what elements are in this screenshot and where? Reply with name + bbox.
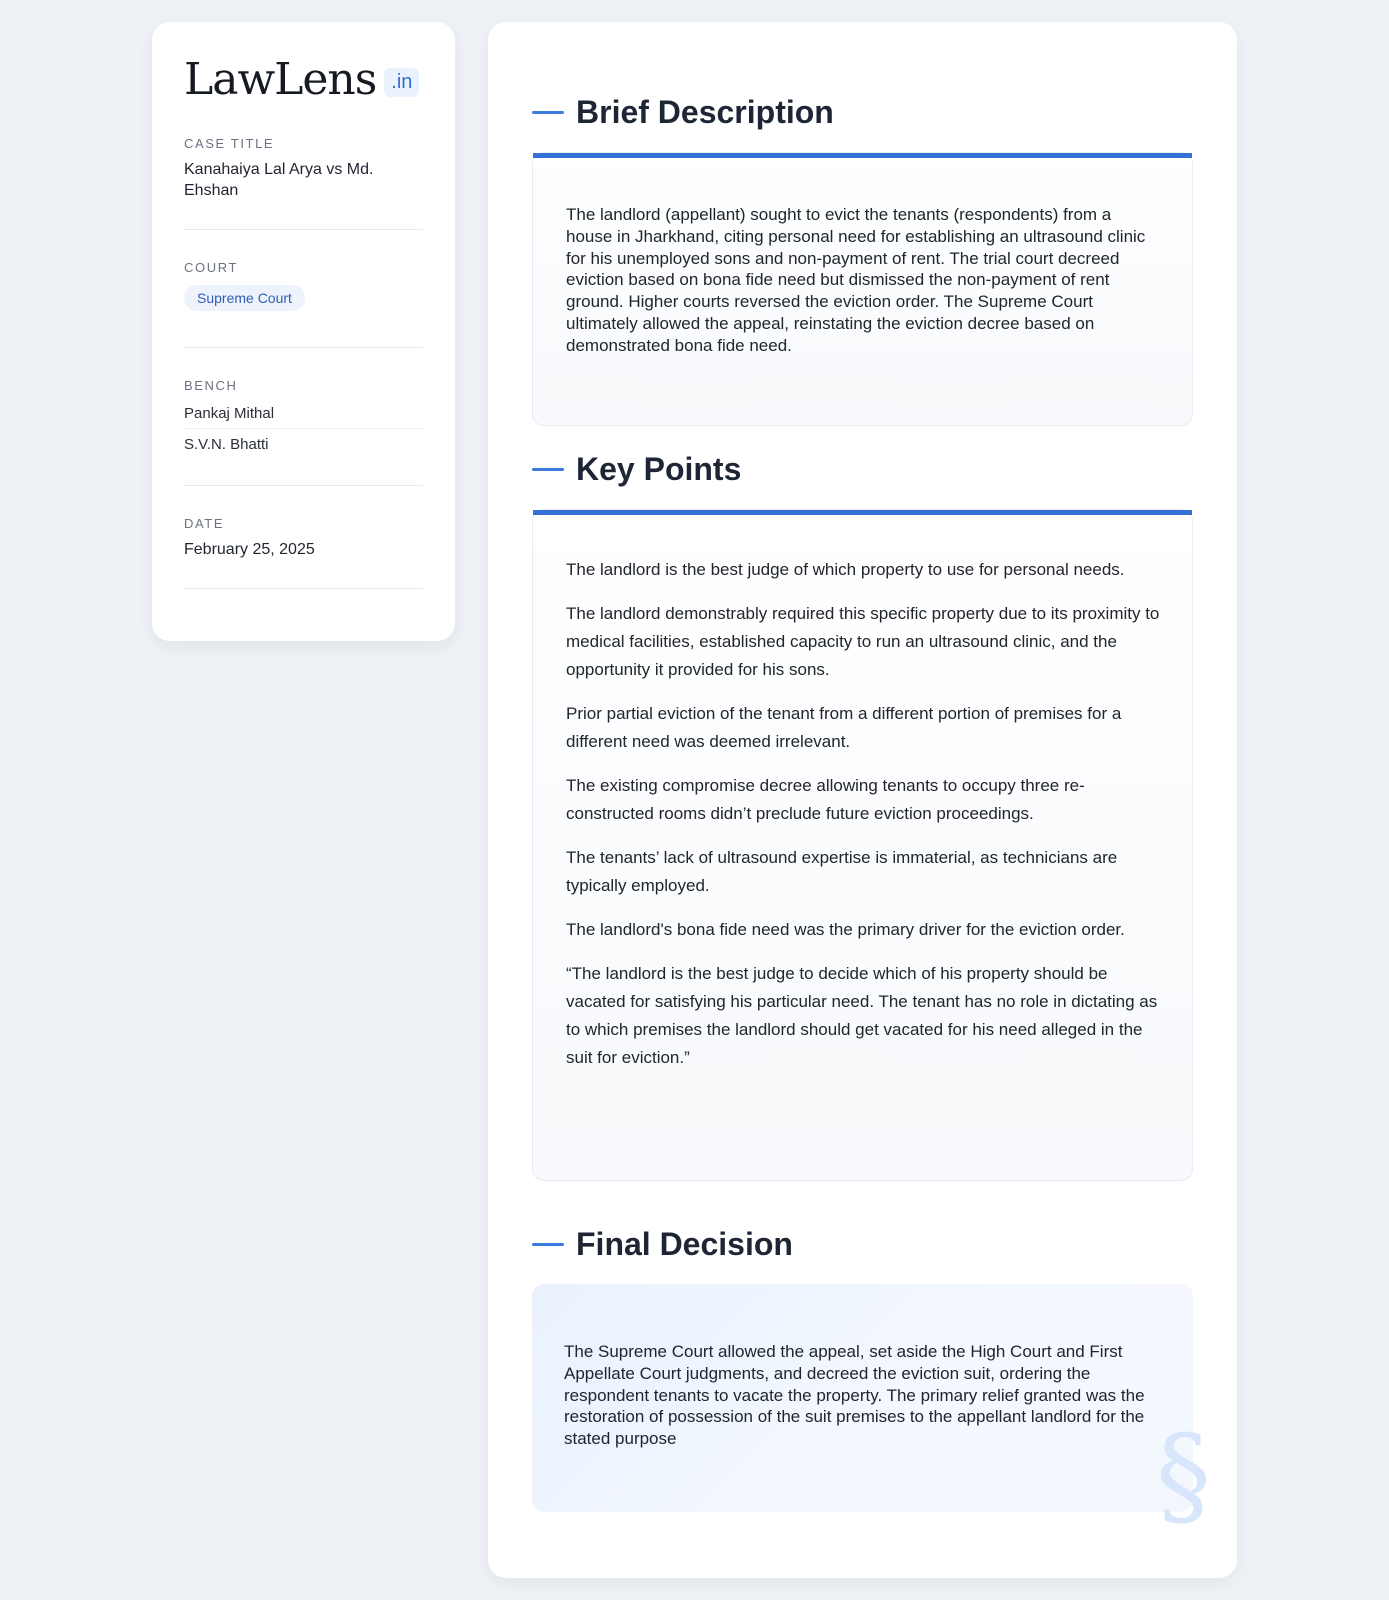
case-title: Kanahaiya Lal Arya vs Md. Ehshan: [184, 161, 374, 199]
final-decision-text: The Supreme Court allowed the appeal, set aside the High Court and First Appellate Court judgments, and decreed the eviction suit, ordering the respondent tenants to vacate the property. The primary relief granted was the restoration of possession of the suit premises to the appellant landlord for the stated purpose: [564, 1342, 1145, 1449]
court-label: COURT: [184, 260, 238, 275]
section-dash-icon: [532, 468, 564, 471]
section-dash-icon: [532, 1243, 564, 1246]
key-points-card: [532, 509, 1193, 1181]
section-title: Key Points: [576, 450, 742, 487]
brief-description-text: The landlord (appellant) sought to evict the tenants (respondents) from a house in Jharkhand, citing personal need for establishing an ultrasound clinic for his unemployed sons and non-payment of rent. The trial court decreed eviction based on bona fide need but dismissed the non-payment of rent ground. Higher courts reversed the eviction order. The Supreme Court ultimately allowed the appeal, reinstating the eviction decree based on demonstrated bona fide need.: [566, 205, 1146, 355]
key-point-item: The existing compromise decree allowing tenants to occupy three re-constructed rooms didn’t preclude future eviction proceedings.: [566, 776, 1085, 823]
brief-section-header: [532, 92, 834, 132]
case-sidebar: [152, 22, 455, 641]
bench-label: BENCH: [184, 378, 238, 393]
section-title: Brief Description: [576, 93, 834, 130]
final-decision-section-header: [532, 1224, 793, 1264]
brand-tld-badge: .in: [384, 68, 419, 97]
court-section: [184, 260, 423, 348]
key-point-item: The landlord demonstrably required this specific property due to its proximity to medical facilities, established capacity to run an ultrasound clinic, and the opportunity it provided for his sons.: [566, 604, 1160, 679]
date-label: DATE: [184, 516, 225, 531]
judgment-date: February 25, 2025: [184, 541, 315, 558]
brand-logo[interactable]: [184, 54, 423, 105]
final-decision-card: [532, 1284, 1211, 1539]
key-points-section-header: [532, 449, 741, 489]
bench-section: [184, 378, 423, 486]
section-title: Final Decision: [576, 1225, 793, 1262]
date-section: [184, 516, 423, 589]
section-symbol-watermark-icon: §: [1156, 1411, 1211, 1539]
bench-judge: S.V.N. Bhatti: [184, 428, 423, 459]
key-point-quote: “The landlord is the best judge to decide which of his property should be vacated for satisfying his particular need. The tenant has no role in dictating as to which premises the landlord should get vacated for his need alleged in the suit for eviction.”: [566, 964, 1158, 1067]
key-point-item: The landlord's bona fide need was the primary driver for the eviction order.: [566, 920, 1125, 939]
brand-name: LawLens: [184, 54, 377, 105]
brief-description-card: [532, 152, 1193, 426]
key-point-item: The landlord is the best judge of which property to use for personal needs.: [566, 560, 1125, 579]
case-title-label: CASE TITLE: [184, 136, 275, 151]
case-content: [488, 22, 1237, 1578]
key-point-item: Prior partial eviction of the tenant from a different portion of premises for a different need was deemed irrelevant.: [566, 704, 1122, 751]
bench-judge: Pankaj Mithal: [184, 405, 275, 422]
key-point-item: The tenants’ lack of ultrasound expertise is immaterial, as technicians are typically employed.: [566, 848, 1118, 895]
section-dash-icon: [532, 111, 564, 114]
court-badge: Supreme Court: [184, 285, 305, 311]
key-points-list: [533, 510, 1192, 1072]
case-title-section: [184, 136, 423, 230]
